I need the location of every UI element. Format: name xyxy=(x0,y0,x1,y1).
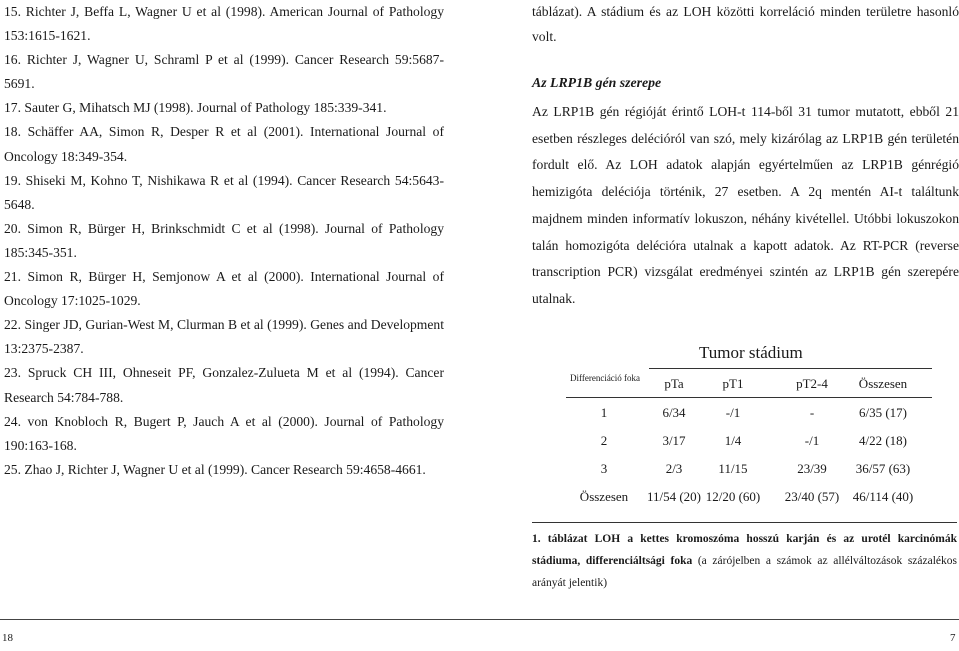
reference-item: 16. Richter J, Wagner U, Schraml P et al (1999). Cancer Research 59:5687-5691. xyxy=(4,52,444,92)
table-cell: 11/54 (20) xyxy=(646,489,702,504)
table-cell: 4/22 (18) xyxy=(858,433,908,448)
table-cell: 11/15 xyxy=(718,461,748,476)
section-title: Az LRP1B gén szerepe xyxy=(532,75,662,90)
table-cell: 36/57 (63) xyxy=(855,461,911,476)
page-number-left: 18 xyxy=(2,632,13,644)
reference-item: 24. von Knobloch R, Bugert P, Jauch A et al (2000). Journal of Pathology 190:163-168. xyxy=(4,413,444,453)
results-table xyxy=(566,339,932,509)
reference-item: 17. Sauter G, Mihatsch MJ (1998). Journal of Pathology 185:339-341. xyxy=(4,100,387,116)
reference-item: 22. Singer JD, Gurian-West M, Clurman B et al (1999). Genes and Development 13:2375-2387. xyxy=(4,317,444,357)
table-row-label: 3 xyxy=(600,461,608,476)
table-row-header: Differenciáció foka xyxy=(570,373,641,383)
reference-item: 18. Schäffer AA, Simon R, Desper R et al (2001). International Journal of Oncology 18:349-354. xyxy=(4,124,444,164)
table-cell: 12/20 (60) xyxy=(705,489,761,504)
table-cell: 2/3 xyxy=(665,461,683,476)
table-caption xyxy=(532,528,957,594)
footer-rule xyxy=(0,619,959,620)
table-title: Tumor stádium xyxy=(699,343,803,362)
table-column-header: pT1 xyxy=(722,376,744,391)
body-paragraph: Az LRP1B gén régióját érintő LOH-t 114-ből 31 tumor mutatott, ebből 21 esetben részleges delécióról van szó, mely kizárólag az LRP1B gén területén fordult elő. Az LOH adatok alapján egyértelműen az LRP1B génrégió hemizigóta deléciója történik, 27 esetben. A 2q mentén AI-t találtunk majdnem minden informatív lokuszon, néhány kivétellel. Utóbbi lokuszokon talán homozigóta delécióra utalnak a kapott adatok. Az RT-PCR (reverse transcription PCR) vizsgálat eredményei szintén az LRP1B gén szerepére utalnak. xyxy=(532,104,959,306)
table-cell: -/1 xyxy=(725,405,741,420)
table-cell: - xyxy=(809,405,815,420)
table-cell: 3/17 xyxy=(662,433,686,448)
reference-item: 15. Richter J, Beffa L, Wagner U et al (1998). American Journal of Pathology 153:1615-1621. xyxy=(4,4,444,44)
table-rule-mid xyxy=(566,397,932,398)
table-rule-top xyxy=(649,368,932,369)
reference-item: 19. Shiseki M, Kohno T, Nishikawa R et al (1994). Cancer Research 54:5643-5648. xyxy=(4,172,444,212)
table-row-label: Összesen xyxy=(579,489,629,504)
table-cell: 46/114 (40) xyxy=(852,489,914,504)
table-column-header: pTa xyxy=(664,376,684,391)
caption-rule xyxy=(532,522,957,523)
page-number-right: 7 xyxy=(950,632,956,644)
intro-paragraph: táblázat). A stádium és az LOH közötti korreláció minden területre hasonló volt. xyxy=(532,4,959,44)
reference-item: 20. Simon R, Bürger H, Brinkschmidt C et al (1998). Journal of Pathology 185:345-351. xyxy=(4,220,444,260)
table-row-label: 2 xyxy=(600,433,608,448)
table-cell: 23/40 (57) xyxy=(784,489,840,504)
table-cell: 1/4 xyxy=(724,433,742,448)
table-column-header: pT2-4 xyxy=(796,376,828,391)
reference-item: 21. Simon R, Bürger H, Semjonow A et al (2000). International Journal of Oncology 17:1025-1029. xyxy=(4,269,444,309)
table-cell: -/1 xyxy=(804,433,820,448)
table-cell: 23/39 xyxy=(797,461,827,476)
reference-list xyxy=(4,0,444,482)
right-column xyxy=(532,0,959,306)
table-cell: 6/34 xyxy=(662,405,686,420)
table-cell: 6/35 (17) xyxy=(858,405,908,420)
table-column-header: Összesen xyxy=(858,376,908,391)
table-row-label: 1 xyxy=(600,405,608,420)
caption-rest: (a zárójelben a számok az allélváltozások százalékos arányát jelentik) xyxy=(532,555,957,589)
reference-item: 23. Spruck CH III, Ohneseit PF, Gonzalez-Zulueta M et al (1994). Cancer Research 54:784-788. xyxy=(4,365,444,405)
caption-bold: 1. táblázat LOH a kettes kromoszóma hosszú karján és az urotél karcinómák stádiuma, differenciáltsági foka xyxy=(532,533,957,567)
reference-item: 25. Zhao J, Richter J, Wagner U et al (1999). Cancer Research 59:4658-4661. xyxy=(4,461,426,477)
